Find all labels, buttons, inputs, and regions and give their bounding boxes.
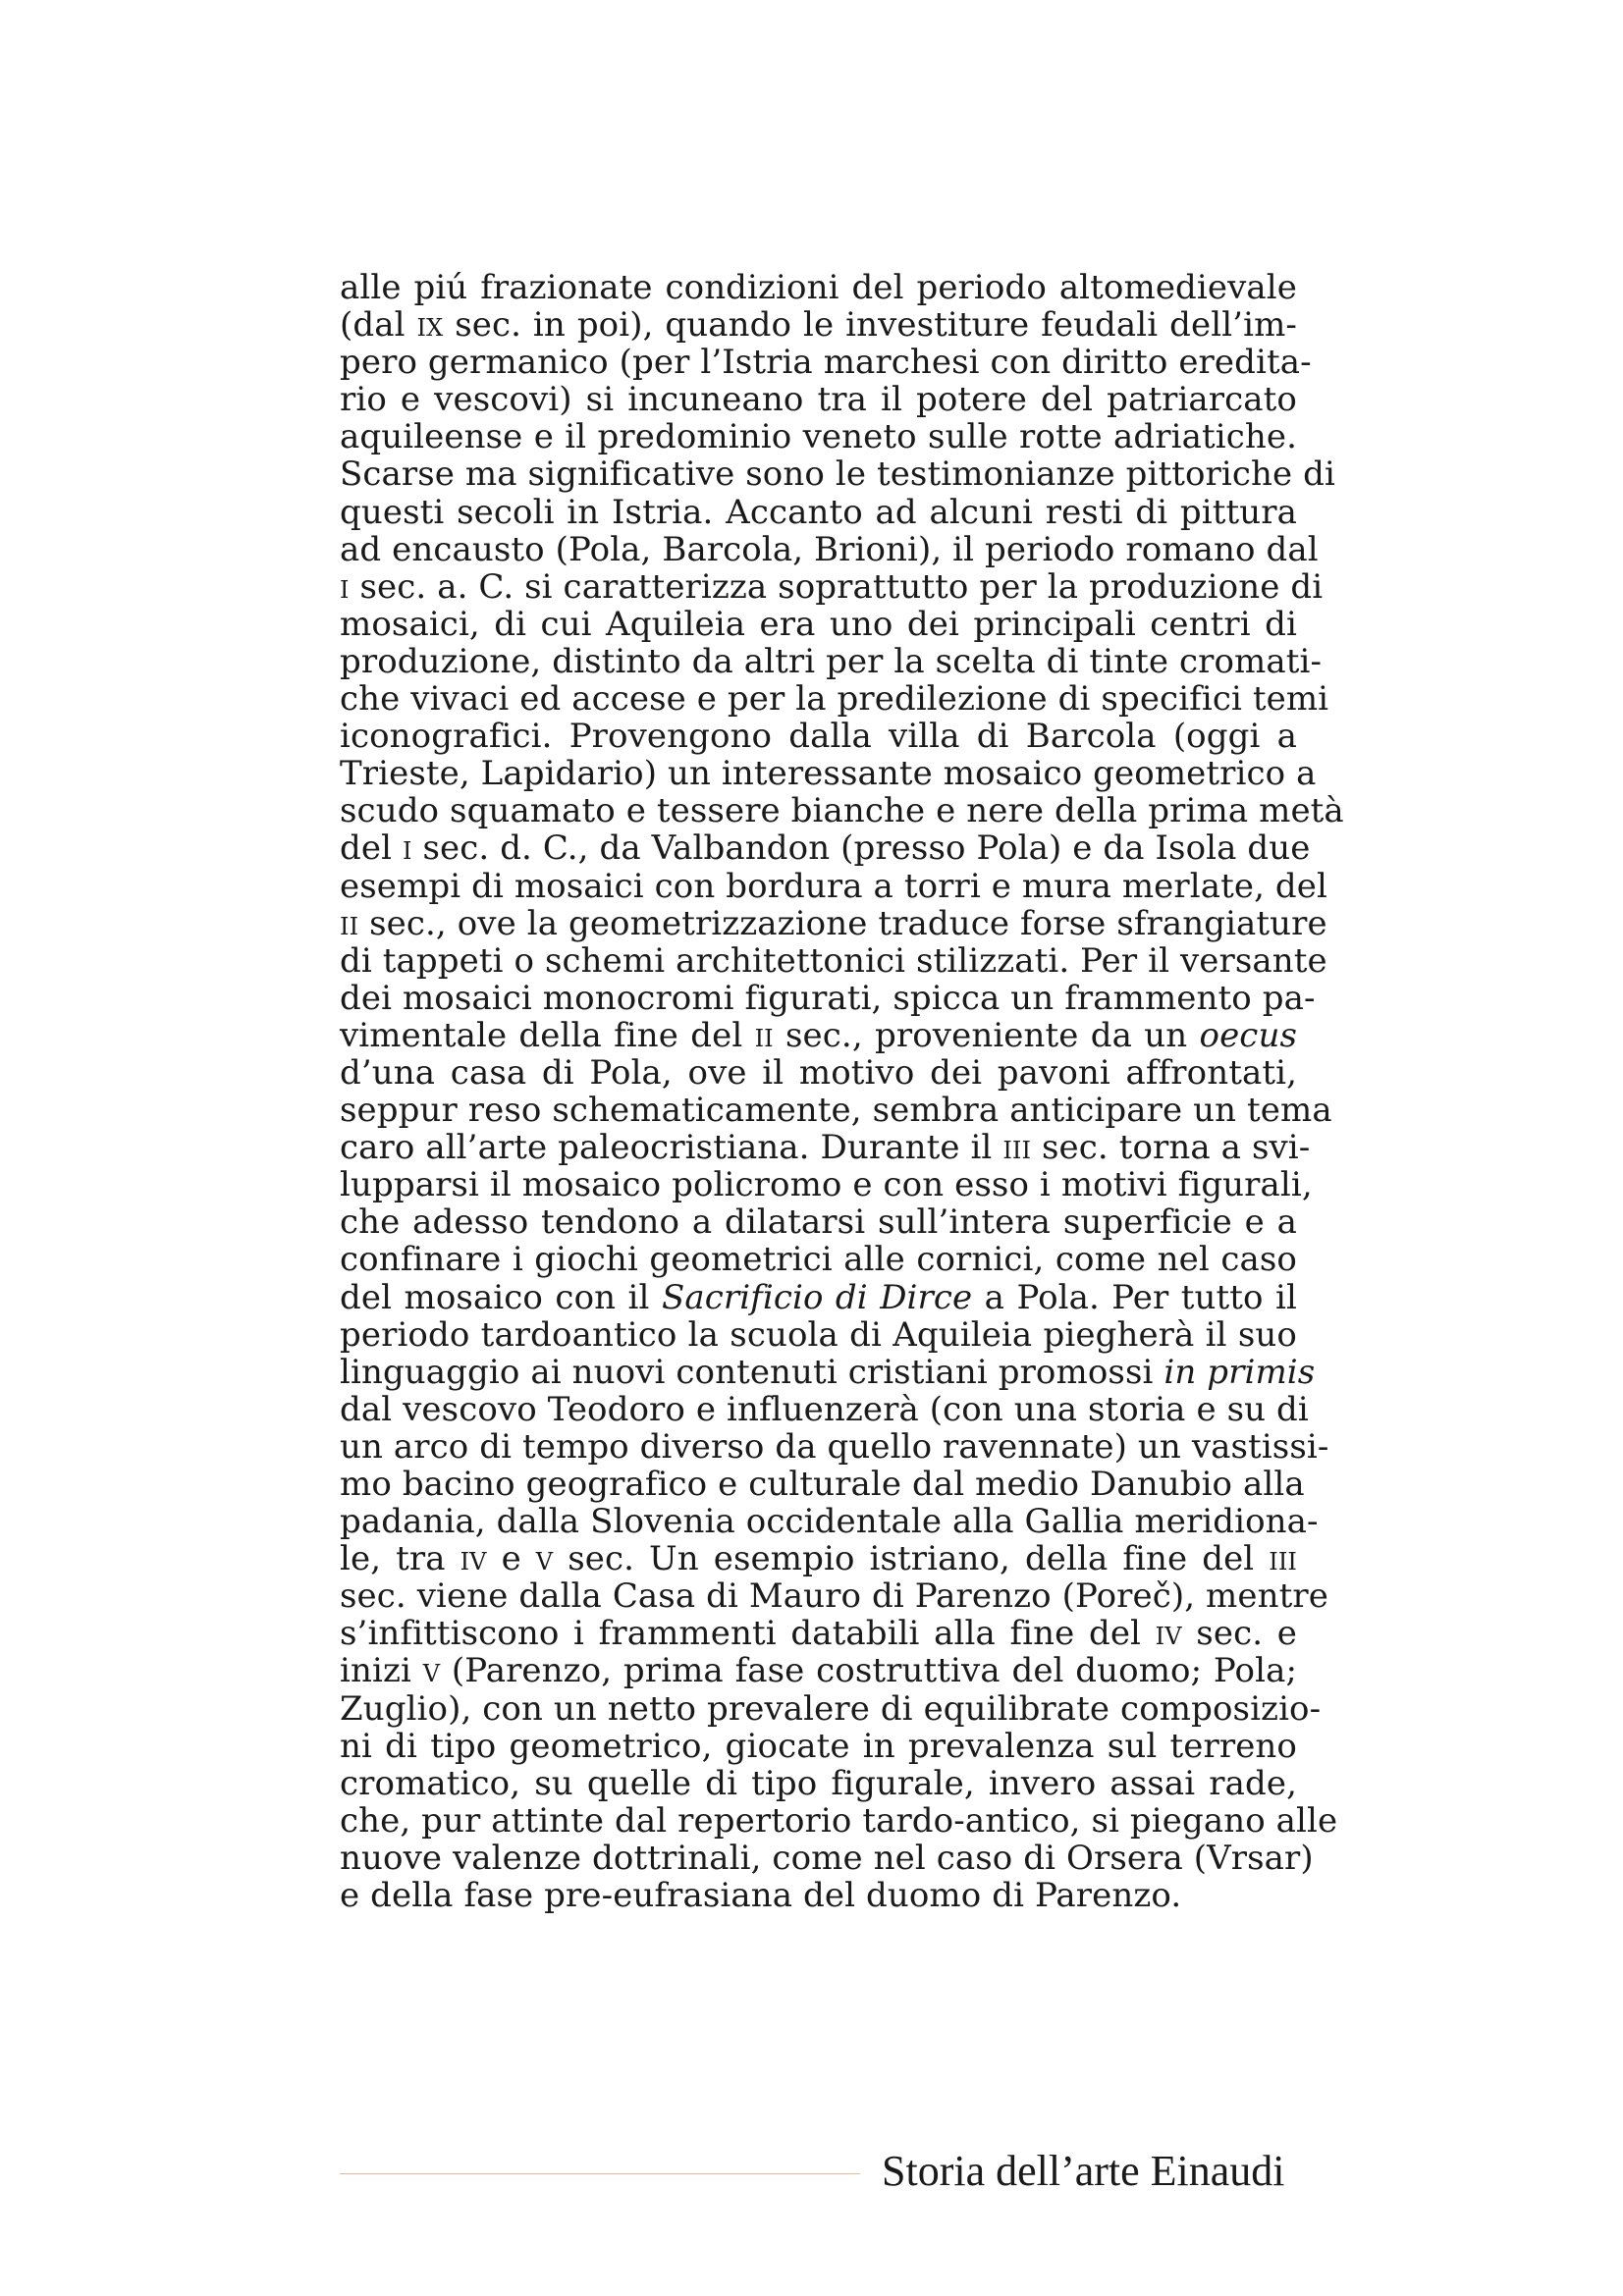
text-line <box>340 1054 1297 1092</box>
text-segment: nuove valenze dottrinali, come nel caso di Orsera (Vrsar) <box>340 1838 1314 1878</box>
body-text <box>340 268 1344 1916</box>
text-segment: linguaggio ai nuovi contenuti cristiani promossi <box>340 1352 1164 1392</box>
text-segment: sec. d. C., da Valbandon (presso Pola) e da Isola due <box>411 828 1311 869</box>
text-segment: mo bacino geografico e culturale dal medio Danubio alla <box>340 1465 1305 1504</box>
text-segment: del mosaico con il <box>340 1277 662 1317</box>
roman-numeral: i <box>402 828 412 869</box>
text-line <box>340 343 1312 383</box>
text-segment: Trieste, Lapidario) un interessante mosaico geometrico a <box>340 754 1317 794</box>
text-line <box>340 866 1327 906</box>
roman-numeral: iv <box>1155 1614 1182 1654</box>
text-line <box>340 1316 1297 1354</box>
text-segment: vimentale della fine del <box>340 1015 755 1055</box>
text-line <box>340 454 1335 495</box>
roman-numeral: iii <box>1002 1128 1032 1168</box>
text-line <box>340 1241 1297 1278</box>
text-segment: periodo tardoantico la scuola di Aquileia piegherà il suo <box>340 1314 1297 1355</box>
text-segment: sec., proveniente da un <box>773 1015 1200 1055</box>
text-segment: aquileense e il predominio veneto sulle rotte adriatiche. <box>340 417 1297 457</box>
text-line <box>340 641 1323 681</box>
text-segment: mosaici, di cui Aquileia era uno dei principali centri di <box>340 604 1297 644</box>
roman-numeral: iii <box>1269 1539 1297 1579</box>
text-line <box>340 718 1297 755</box>
text-segment: questi secoli in Istria. Accanto ad alcuni resti di pittura <box>340 492 1297 532</box>
text-segment: esempi di mosaici con bordura a torri e mura merlate, del <box>340 866 1327 906</box>
text-segment: sec. in poi), quando le investiture feudali dell’im- <box>443 305 1297 346</box>
text-segment: e <box>486 1539 536 1579</box>
text-line <box>340 1728 1297 1765</box>
text-line <box>340 754 1317 794</box>
italic-text: in primis <box>1163 1352 1316 1392</box>
roman-numeral: i <box>340 566 350 607</box>
text-segment: sec. torna a svi- <box>1031 1128 1311 1168</box>
footer-rule <box>340 2173 860 2174</box>
text-segment: che, pur attinte dal repertorio tardo-antico, si piegano alle <box>340 1800 1338 1841</box>
text-segment: cromatico, su quelle di tipo figurale, invero assai rade, <box>340 1763 1297 1803</box>
text-segment: seppur reso schematicamente, sembra anticipare un tema <box>340 1091 1332 1131</box>
text-line <box>340 1576 1328 1617</box>
text-line <box>340 269 1297 306</box>
text-segment: scudo squamato e tessere bianche e nere della prima metà <box>340 791 1344 831</box>
text-segment: sec. e <box>1181 1614 1297 1654</box>
text-line <box>340 1540 1297 1577</box>
text-line <box>340 1128 1311 1168</box>
text-line <box>340 381 1297 418</box>
text-line <box>340 1877 1297 1914</box>
text-line <box>340 903 1327 943</box>
text-line <box>340 1091 1332 1131</box>
text-line <box>340 978 1316 1018</box>
text-segment: Scarse ma significative sono le testimonianze pittoriche di <box>340 454 1335 495</box>
text-line <box>340 306 1297 344</box>
text-segment: iconografici. Provengono dalla villa di Barcola (oggi a <box>340 717 1297 757</box>
text-segment: le, tra <box>340 1539 460 1579</box>
text-line <box>340 1765 1297 1802</box>
text-line <box>340 1838 1314 1878</box>
text-segment: d’una casa di Pola, ove il motivo dei pavoni affrontati, <box>340 1052 1297 1093</box>
text-segment: pero germanico (per l’Istria marchesi con diritto eredita- <box>340 343 1312 383</box>
text-segment: sec., ove la geometrizzazione traduce forse sfrangiature <box>358 903 1327 943</box>
text-segment: inizi <box>340 1651 423 1691</box>
text-line <box>340 1017 1297 1054</box>
roman-numeral: v <box>535 1539 554 1579</box>
italic-text: Sacrificio di Dirce <box>661 1277 973 1317</box>
text-line <box>340 791 1344 831</box>
text-segment: che vivaci ed accese e per la predilezione di specifici temi <box>340 679 1329 720</box>
text-line <box>340 679 1329 720</box>
text-segment: sec. a. C. si caratterizza soprattutto per la produzione di <box>349 566 1324 607</box>
text-segment: del <box>340 828 403 869</box>
text-segment: caro all’arte paleocristiana. Durante il <box>340 1128 1003 1168</box>
roman-numeral: ii <box>340 903 359 943</box>
text-segment: sec. Un esempio istriano, della fine del <box>553 1539 1270 1579</box>
text-segment: dei mosaici monocromi figurati, spicca un frammento pa- <box>340 978 1316 1018</box>
text-segment: che adesso tendono a dilatarsi sull’intera superficie e a <box>340 1202 1297 1243</box>
text-segment: (dal <box>340 305 417 346</box>
roman-numeral: ix <box>416 305 444 346</box>
text-line <box>340 1389 1309 1429</box>
text-line <box>340 1279 1297 1316</box>
text-line <box>340 828 1311 869</box>
text-segment: alle piú frazionate condizioni del periodo altomedievale <box>340 268 1297 307</box>
text-segment: sec. viene dalla Casa di Mauro di Parenzo (Poreč), mentre <box>340 1576 1328 1617</box>
text-line <box>340 1800 1338 1841</box>
italic-text: oecus <box>1199 1015 1297 1055</box>
text-segment: ad encausto (Pola, Barcola, Brioni), il periodo romano dal <box>340 529 1319 569</box>
text-line <box>340 1465 1305 1504</box>
text-segment: di tappeti o schemi architettonici stilizzati. Per il versante <box>340 940 1327 981</box>
text-segment: produzione, distinto da altri per la scelta di tinte cromati- <box>340 641 1323 681</box>
text-line <box>340 529 1319 569</box>
text-segment: dal vescovo Teodoro e influenzerà (con una storia e su di <box>340 1389 1309 1429</box>
text-line <box>340 1688 1322 1729</box>
text-line <box>340 1352 1316 1392</box>
text-line <box>340 566 1324 607</box>
text-segment: ni di tipo geometrico, giocate in prevalenza sul terreno <box>340 1726 1297 1766</box>
text-segment: e della fase pre-eufrasiana del duomo di Parenzo. <box>340 1876 1182 1916</box>
text-line <box>340 1502 1319 1542</box>
text-line <box>340 1203 1297 1241</box>
text-line <box>340 1615 1297 1652</box>
roman-numeral: v <box>422 1651 441 1691</box>
text-segment: confinare i giochi geometrici alle cornici, come nel caso <box>340 1240 1297 1280</box>
text-segment: lupparsi il mosaico policromo e con esso i motivi figurali, <box>340 1165 1313 1205</box>
text-line <box>340 1426 1329 1467</box>
text-line <box>340 418 1297 455</box>
footer-title: Storia dell’arte Einaudi <box>882 2147 1285 2195</box>
text-line <box>340 606 1297 643</box>
text-segment: rio e vescovi) si incuneano tra il potere del patriarcato <box>340 380 1297 420</box>
text-line <box>340 494 1297 531</box>
text-segment: (Parenzo, prima fase costruttiva del duomo; Pola; <box>440 1651 1298 1691</box>
text-segment: Zuglio), con un netto prevalere di equilibrate composizio- <box>340 1688 1322 1729</box>
roman-numeral: ii <box>754 1015 774 1055</box>
text-line <box>340 940 1327 981</box>
text-segment: un arco di tempo diverso da quello ravennate) un vastissi- <box>340 1426 1329 1467</box>
text-line <box>340 1652 1297 1689</box>
text-segment: a Pola. Per tutto il <box>972 1277 1297 1317</box>
text-segment: s’infittiscono i frammenti databili alla fine del <box>340 1614 1156 1654</box>
roman-numeral: iv <box>460 1539 487 1579</box>
text-segment: padania, dalla Slovenia occidentale alla Gallia meridiona- <box>340 1502 1319 1542</box>
text-line <box>340 1165 1313 1205</box>
